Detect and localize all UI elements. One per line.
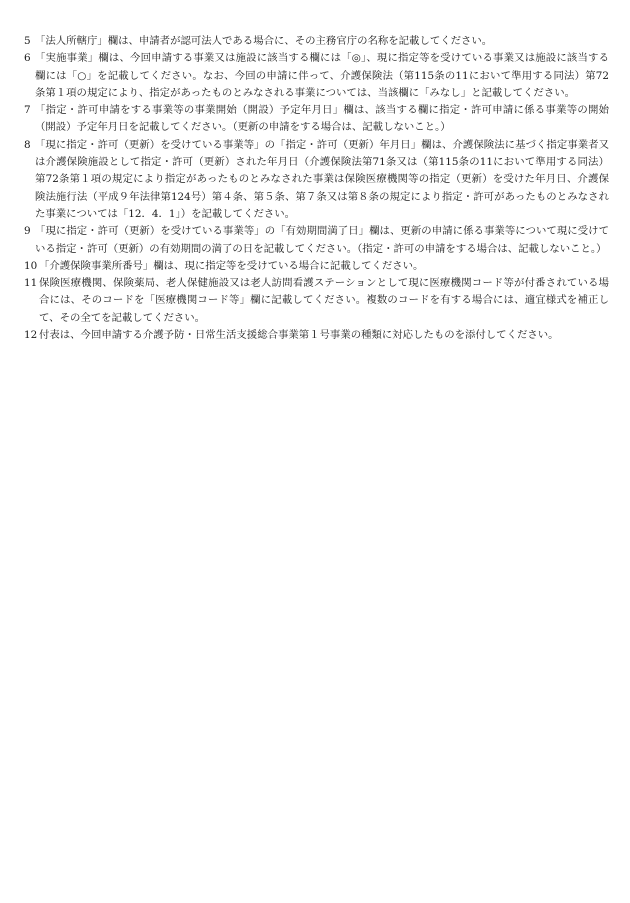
- note-item-8: [24, 137, 609, 223]
- note-number: 6: [24, 52, 31, 65]
- note-number: 8: [24, 138, 31, 151]
- note-text: 「現に指定・許可（更新）を受けている事業等」の「有効期間満了日」欄は、更新の申請に係る事業等について現に受けている指定・許可（更新）の有効期間の満了の日を記載してください。（指定・許可の申請をする場合は、記載しないこと。）: [35, 225, 609, 255]
- note-item-11: [24, 275, 609, 327]
- note-number: 5: [24, 35, 31, 47]
- note-number: 10: [24, 259, 38, 272]
- note-number: 7: [24, 104, 31, 117]
- note-text: 「実施事業」欄は、今回申請する事業又は施設に該当する欄には「◎」、現に指定等を受けている事業又は施設に該当する欄には「○」を記載してください。なお、今回の申請に伴って、介護保険法（第115条の11において準用する同法）第72条第１項の規定により、指定があったものとみなされる事業については、当該欄に「みなし」と記載してください。: [35, 52, 609, 99]
- note-item-6: [24, 50, 609, 102]
- note-number: 11: [24, 277, 38, 290]
- notes-page: [24, 33, 609, 344]
- note-item-12: [24, 327, 609, 344]
- note-text: 「指定・許可申請をする事業等の事業開始（開設）予定年月日」欄は、該当する欄に指定・許可申請に係る事業等の開始（開設）予定年月日を記載してください。（更新の申請をする場合は、記載しないこと。）: [35, 104, 609, 134]
- note-item-10: [24, 258, 609, 275]
- note-text: 付表は、今回申請する介護予防・日常生活支援総合事業第１号事業の種類に対応したものを添付してください。: [39, 329, 559, 342]
- note-number: 9: [24, 225, 31, 238]
- note-text: 「現に指定・許可（更新）を受けている事業等」の「指定・許可（更新）年月日」欄は、介護保険法に基づく指定事業者又は介護保険施設として指定・許可（更新）された年月日（介護保険法第71条又は（第115条の11において準用する同法）第72条第１項の規定により指定があったものとみなされた事業は保険医療機関等の指定（更新）を受けた年月日、介護保険法施行法（平成９年法律第124号）第４条、第５条、第７条又は第８条の規定により指定・許可があったものとみなされた事業については「12．4．1」）を記載してください。: [35, 138, 609, 220]
- note-item-9: [24, 223, 609, 258]
- note-item-7: [24, 102, 609, 137]
- note-text: 「法人所轄庁」欄は、申請者が認可法人である場合に、その主務官庁の名称を記載してください。: [35, 35, 493, 47]
- note-number: 12: [24, 329, 38, 342]
- note-item-5: [24, 33, 609, 50]
- note-text: 保険医療機関、保険薬局、老人保健施設又は老人訪問看護ステーションとして現に医療機関コード等が付番されている場合には、そのコードを「医療機関コード等」欄に記載してください。複数のコードを有する場合には、適宜様式を補正して、その全てを記載してください。: [39, 277, 609, 324]
- note-text: 「介護保険事業所番号」欄は、現に指定等を受けている場合に記載してください。: [39, 259, 424, 272]
